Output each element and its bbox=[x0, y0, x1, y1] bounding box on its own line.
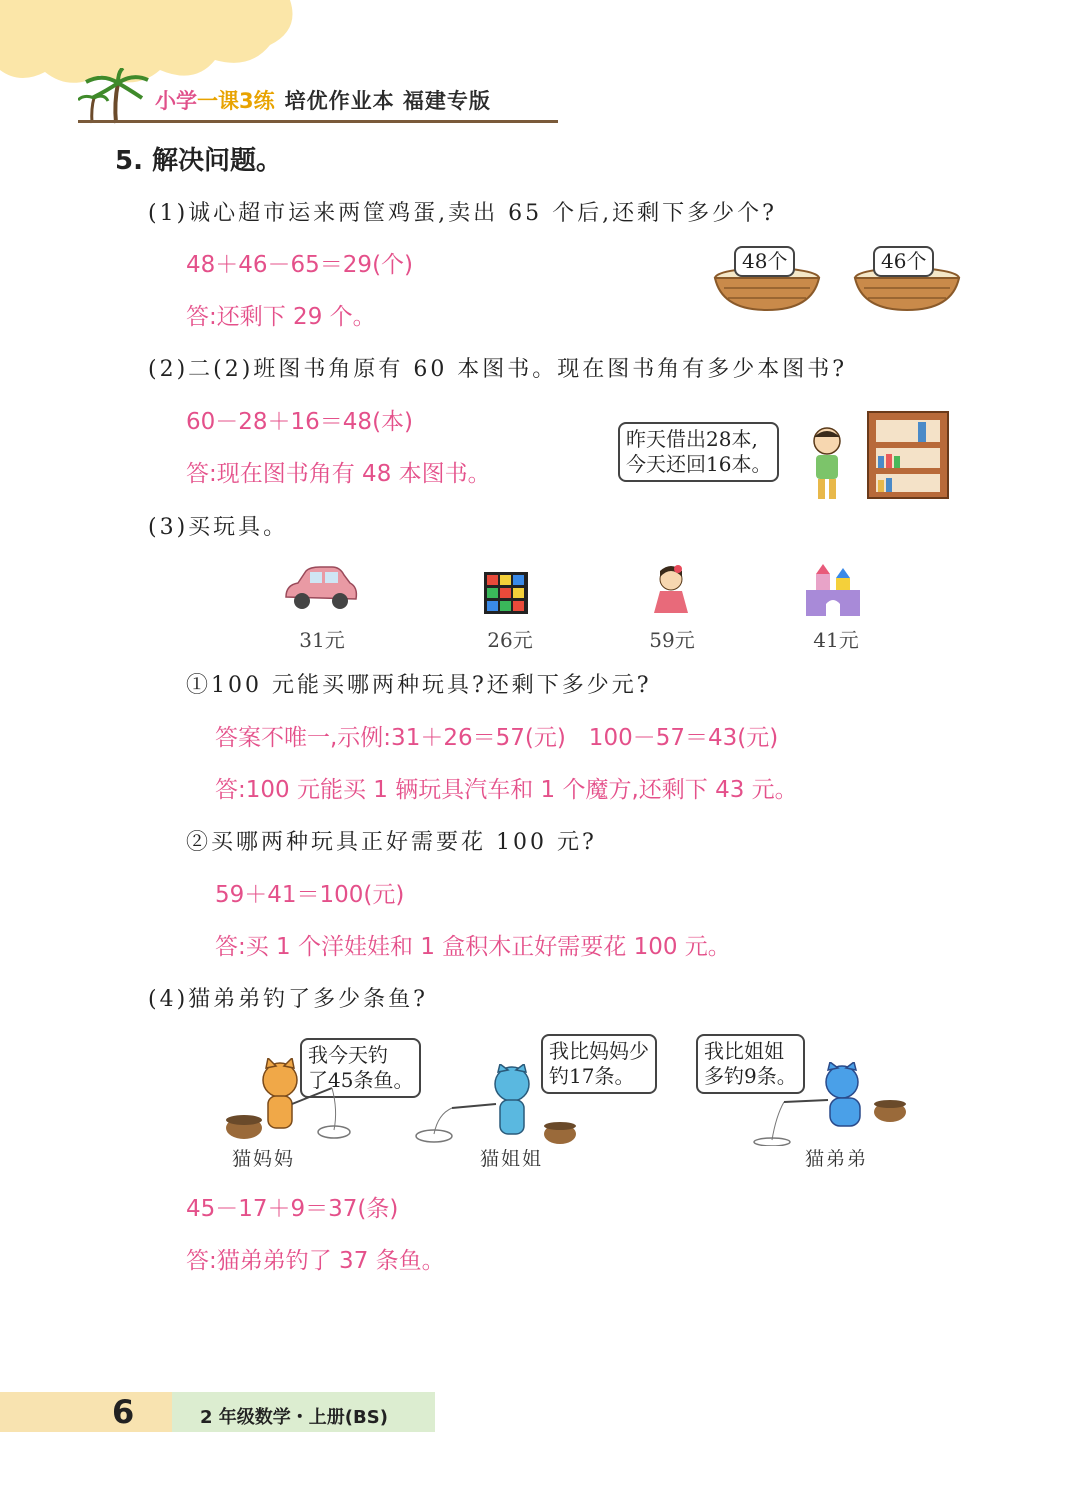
problem4-question: (4)猫弟弟钓了多少条鱼? bbox=[148, 987, 428, 1012]
brand-part3: 培优作业本 福建专版 bbox=[284, 89, 491, 113]
problem3-sub1-question: ①100 元能买哪两种玩具?还剩下多少元? bbox=[186, 673, 652, 698]
header-divider bbox=[78, 120, 558, 123]
cat-sister-label: 猫姐姐 bbox=[480, 1148, 544, 1170]
brand-part1: 小学 bbox=[155, 89, 197, 113]
problem3-sub1-equation: 答案不唯一,示例:31＋26＝57(元) 100－57＝43(元) bbox=[215, 725, 779, 751]
footer-number-band bbox=[0, 1392, 172, 1432]
cat-brother-label: 猫弟弟 bbox=[805, 1148, 869, 1170]
bookshelf-icon bbox=[858, 404, 958, 500]
problem3-sub2-equation: 59＋41＝100(元) bbox=[215, 882, 405, 908]
problem4-answer: 答:猫弟弟钓了 37 条鱼。 bbox=[186, 1248, 445, 1274]
cat-brother-bubble-line1: 我比姐姐 bbox=[704, 1039, 784, 1063]
toy-price-cube: 26元 bbox=[487, 628, 533, 652]
cat-sister-icon bbox=[412, 1064, 582, 1144]
problem1-equation: 48＋46－65＝29(个) bbox=[186, 252, 414, 278]
toy-price-doll: 59元 bbox=[649, 628, 695, 652]
cat-mom-bubble-line1: 我今天钓 bbox=[308, 1043, 388, 1067]
rubiks-cube-icon bbox=[482, 570, 530, 616]
problem2-equation: 60－28＋16＝48(本) bbox=[186, 409, 414, 435]
problem1-question: (1)诚心超市运来两筐鸡蛋,卖出 65 个后,还剩下多少个? bbox=[148, 201, 777, 226]
cat-brother-bubble-line2: 多钓9条。 bbox=[704, 1064, 797, 1088]
problem4-equation: 45－17＋9＝37(条) bbox=[186, 1196, 399, 1222]
toy-price-car: 31元 bbox=[299, 628, 345, 652]
cat-mom-label: 猫妈妈 bbox=[232, 1148, 296, 1170]
palm-tree-icon bbox=[78, 68, 153, 124]
cat-mom-bubble-line2: 了45条鱼。 bbox=[308, 1068, 414, 1092]
bubble-line2: 今天还回16本。 bbox=[626, 452, 772, 476]
basket2-label: 46个 bbox=[873, 246, 934, 277]
basket1-label: 48个 bbox=[734, 246, 795, 277]
cat-sister-bubble-line2: 钓17条。 bbox=[549, 1064, 635, 1088]
doll-icon bbox=[648, 563, 694, 619]
brand-part2: 一课3练 bbox=[197, 89, 275, 113]
cat-mom-icon bbox=[222, 1058, 352, 1142]
page-number: 6 bbox=[112, 1393, 135, 1431]
problem2-question: (2)二(2)班图书角原有 60 本图书。现在图书角有多少本图书? bbox=[148, 357, 848, 382]
problem1-answer: 答:还剩下 29 个。 bbox=[186, 304, 376, 330]
building-blocks-icon bbox=[802, 560, 864, 618]
problem3-sub2-question: ②买哪两种玩具正好需要花 100 元? bbox=[186, 830, 597, 855]
cat-sister-bubble-line1: 我比妈妈少 bbox=[549, 1039, 649, 1063]
problem3-question: (3)买玩具。 bbox=[148, 515, 289, 540]
problem3-sub1-answer: 答:100 元能买 1 辆玩具汽车和 1 个魔方,还剩下 43 元。 bbox=[215, 777, 798, 803]
car-icon bbox=[280, 563, 360, 615]
toy-price-blocks: 41元 bbox=[813, 628, 859, 652]
problem2-answer: 答:现在图书角有 48 本图书。 bbox=[186, 461, 491, 487]
brand-title bbox=[155, 85, 491, 115]
section-title: 5. 解决问题。 bbox=[115, 146, 283, 176]
bubble-line1: 昨天借出28本, bbox=[626, 427, 758, 451]
problem2-speech-bubble bbox=[618, 422, 779, 482]
footer-book-title: 2 年级数学・上册(BS) bbox=[200, 1407, 388, 1428]
problem3-sub2-answer: 答:买 1 个洋娃娃和 1 盒积木正好需要花 100 元。 bbox=[215, 934, 731, 960]
boy-icon bbox=[802, 425, 852, 503]
cat-brother-icon bbox=[750, 1062, 920, 1146]
